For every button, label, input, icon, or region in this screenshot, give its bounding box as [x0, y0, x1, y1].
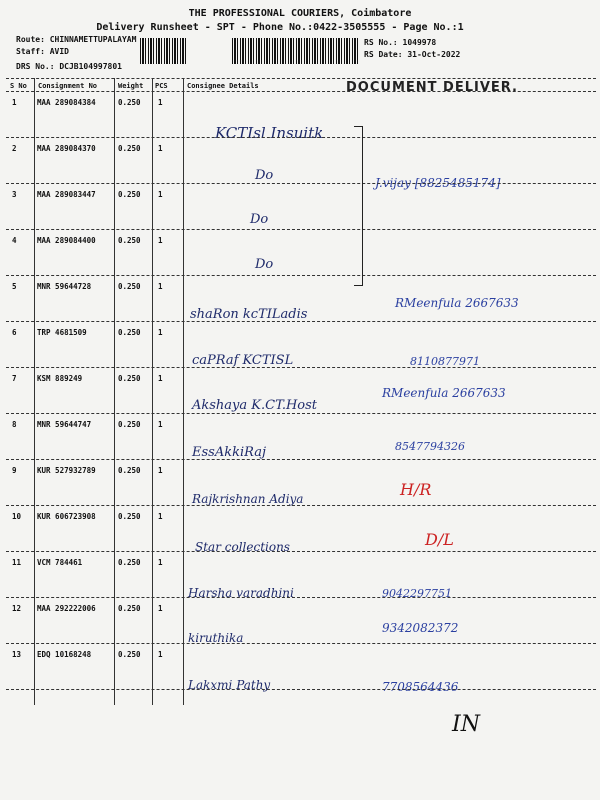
- row-separator: [6, 413, 596, 414]
- row-receiver-signature: 9042297751: [382, 587, 452, 600]
- row-consignee-handwritten: Harsha varadhini: [188, 586, 294, 600]
- row-consignee-handwritten: KCTIsl Insuitk: [215, 124, 324, 142]
- rs-date: RS Date: 31-Oct-2022: [364, 50, 461, 59]
- row-separator: [6, 367, 596, 368]
- col-header-consignment: Consignment No: [38, 82, 98, 90]
- col-divider-4: [183, 78, 184, 705]
- row-separator: [6, 137, 596, 138]
- row-consignment-no: MNR 59644728: [37, 282, 92, 291]
- row-consignment-no: KUR 606723908: [37, 512, 96, 521]
- col-header-sno: S No: [10, 82, 27, 90]
- document-delivered-stamp: DOCUMENT DELIVER.: [346, 80, 518, 95]
- rs-number: RS No.: 1049978: [364, 38, 437, 47]
- row-separator: [6, 689, 596, 690]
- row-separator: [6, 321, 596, 322]
- row-pcs: 1: [158, 98, 163, 107]
- row-consignee-handwritten: Rajkrishnan Adiya: [192, 492, 304, 506]
- staff-label: Staff: AVID: [16, 47, 69, 56]
- row-pcs: 1: [158, 650, 163, 659]
- drs-number: DRS No.: DCJB104997801: [16, 62, 122, 71]
- row-consignee-handwritten: Lakxmi Pathy: [188, 678, 271, 692]
- table-top-rule: [6, 78, 596, 79]
- col-divider-3: [152, 78, 153, 705]
- row-sno: 7: [12, 374, 17, 383]
- row-pcs: 1: [158, 604, 163, 613]
- row-consignment-no: MAA 289084384: [37, 98, 96, 107]
- row-consignment-no: VCM 784461: [37, 558, 83, 567]
- footer-mark: IN: [452, 712, 480, 737]
- row-consignee-handwritten: Do: [250, 212, 269, 227]
- row-consignment-no: KUR 527932789: [37, 466, 96, 475]
- row-weight: 0.250: [118, 466, 141, 475]
- row-sno: 10: [12, 512, 22, 521]
- row-pcs: 1: [158, 512, 163, 521]
- row-consignee-handwritten: EssAkkiRaj: [192, 445, 267, 460]
- row-receiver-signature: J.vijay [8825485174]: [375, 176, 501, 190]
- row-weight: 0.250: [118, 650, 141, 659]
- grouping-bracket: [354, 126, 363, 286]
- row-receiver-signature: RMeenfula 2667633: [395, 296, 519, 310]
- row-weight: 0.250: [118, 190, 141, 199]
- row-receiver-signature: 7708564436: [382, 680, 459, 694]
- row-separator: [6, 275, 596, 276]
- row-pcs: 1: [158, 374, 163, 383]
- col-divider-2: [114, 78, 115, 705]
- row-receiver-signature: 9342082372: [382, 621, 459, 635]
- company-name: THE PROFESSIONAL COURIERS, Coimbatore: [188, 8, 412, 19]
- row-pcs: 1: [158, 190, 163, 199]
- col-header-consignee: Consignee Details: [187, 82, 259, 90]
- row-weight: 0.250: [118, 374, 141, 383]
- row-sno: 5: [12, 282, 17, 291]
- row-receiver-signature: D/L: [425, 530, 454, 549]
- row-sno: 4: [12, 236, 17, 245]
- row-weight: 0.250: [118, 558, 141, 567]
- row-receiver-signature: H/R: [400, 480, 432, 499]
- row-receiver-signature: 8110877971: [410, 355, 480, 368]
- row-consignment-no: KSM 889249: [37, 374, 83, 383]
- row-consignment-no: MAA 289084400: [37, 236, 96, 245]
- row-pcs: 1: [158, 558, 163, 567]
- row-sno: 9: [12, 466, 17, 475]
- row-sno: 6: [12, 328, 17, 337]
- row-sno: 13: [12, 650, 22, 659]
- row-separator: [6, 229, 596, 230]
- row-sno: 3: [12, 190, 17, 199]
- row-sno: 12: [12, 604, 22, 613]
- row-pcs: 1: [158, 144, 163, 153]
- row-separator: [6, 459, 596, 460]
- row-separator: [6, 597, 596, 598]
- row-consignee-handwritten: shaRon kcTILadis: [190, 307, 308, 322]
- row-weight: 0.250: [118, 512, 141, 521]
- row-pcs: 1: [158, 420, 163, 429]
- row-pcs: 1: [158, 282, 163, 291]
- row-separator: [6, 551, 596, 552]
- row-sno: 8: [12, 420, 17, 429]
- row-separator: [6, 643, 596, 644]
- row-pcs: 1: [158, 328, 163, 337]
- row-weight: 0.250: [118, 604, 141, 613]
- row-sno: 11: [12, 558, 22, 567]
- row-pcs: 1: [158, 236, 163, 245]
- row-sno: 1: [12, 98, 17, 107]
- route-label: Route: CHINNAMETTUPALAYAM: [16, 35, 137, 44]
- row-receiver-signature: RMeenfula 2667633: [382, 386, 506, 400]
- row-consignee-handwritten: Do: [255, 257, 274, 272]
- row-weight: 0.250: [118, 420, 141, 429]
- row-separator: [6, 183, 596, 184]
- row-consignment-no: MNR 59644747: [37, 420, 92, 429]
- row-consignment-no: MAA 292222006: [37, 604, 96, 613]
- row-separator: [6, 505, 596, 506]
- runsheet-subtitle: Delivery Runsheet - SPT - Phone No.:0422-3505555 - Page No.:1: [96, 22, 464, 33]
- row-consignment-no: TRP 4681509: [37, 328, 87, 337]
- row-weight: 0.250: [118, 144, 141, 153]
- row-consignee-handwritten: Star collections: [195, 540, 290, 554]
- row-weight: 0.250: [118, 282, 141, 291]
- row-consignee-handwritten: Do: [255, 168, 274, 183]
- col-header-weight: Weight: [118, 82, 144, 90]
- row-consignee-handwritten: kiruthika: [188, 631, 244, 645]
- row-weight: 0.250: [118, 236, 141, 245]
- row-consignee-handwritten: caPRaf KCTISL: [192, 353, 294, 368]
- row-weight: 0.250: [118, 98, 141, 107]
- row-receiver-signature: 8547794326: [395, 440, 465, 453]
- row-pcs: 1: [158, 466, 163, 475]
- col-divider-1: [34, 78, 35, 705]
- barcode-left: [140, 38, 188, 64]
- row-consignment-no: MAA 289083447: [37, 190, 96, 199]
- barcode-right: [232, 38, 358, 64]
- row-sno: 2: [12, 144, 17, 153]
- row-consignee-handwritten: Akshaya K.CT.Host: [192, 398, 318, 413]
- row-consignment-no: MAA 289084370: [37, 144, 96, 153]
- row-consignment-no: EDQ 10168248: [37, 650, 92, 659]
- row-weight: 0.250: [118, 328, 141, 337]
- col-header-pcs: PCS: [155, 82, 168, 90]
